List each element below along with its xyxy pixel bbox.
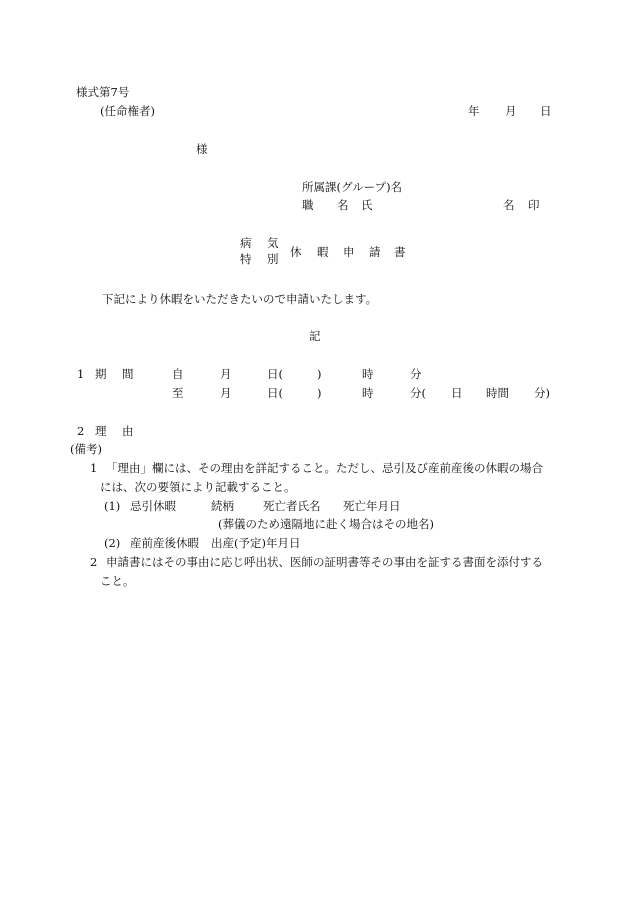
date-year-label: 年 — [468, 104, 480, 118]
note-1-sub-1-col-1: 続柄 — [211, 499, 234, 513]
title-char-1: 休 — [290, 245, 302, 259]
period-from-close: ) — [317, 367, 322, 381]
note-2-line-2: こと。 — [100, 574, 135, 588]
title-type-tokubetsu-1: 特 — [240, 252, 252, 266]
position-label-char-3: 氏 — [361, 198, 373, 212]
period-from-minute: 分 — [410, 367, 422, 381]
form-number: 様式第7号 — [76, 85, 130, 99]
position-label-char-1: 職 — [302, 198, 314, 212]
note-1-sub-1-extra: (葬儀のため遠隔地に赴く場合はその地名) — [218, 517, 434, 531]
date-month-label: 月 — [505, 104, 517, 118]
note-2-line-1: 申請書にはその事由に応じ呼出状、医師の証明書等その事由を証する書面を添付する — [106, 555, 543, 569]
section-2-number: 2 — [77, 424, 85, 438]
period-from-month: 月 — [220, 367, 232, 381]
title-type-byoki-1: 病 — [240, 236, 252, 250]
title-type-tokubetsu-2: 別 — [267, 252, 279, 266]
note-1-line-1: 「理由」欄には、その理由を詳記すること。ただし、忌引及び産前産後の休暇の場合 — [106, 461, 543, 475]
note-1-sub-1-col-3: 死亡年月日 — [343, 499, 401, 513]
period-to-hour: 時 — [362, 386, 374, 400]
period-total-days: 日 — [451, 386, 463, 400]
note-1-sub-2-col-1: 出産(予定)年月日 — [211, 536, 301, 550]
note-1-line-2: には、次の要領により記載すること。 — [100, 480, 296, 494]
date-day-label: 日 — [540, 104, 552, 118]
section-2-label-char-1: 理 — [95, 424, 107, 438]
period-from-day: 日( — [267, 367, 283, 381]
period-total-minutes: 分) — [534, 386, 550, 400]
period-from-hour: 時 — [362, 367, 374, 381]
note-1-sub-2-number: (2) — [104, 536, 121, 550]
note-1-sub-1-col-2: 死亡者氏名 — [263, 499, 321, 513]
seal-label: 印 — [528, 198, 540, 212]
note-1-number: 1 — [90, 461, 98, 475]
section-1-number: 1 — [77, 367, 85, 381]
period-total-hours: 時間 — [486, 386, 509, 400]
appointer-label: (任命権者) — [100, 104, 155, 118]
intro-text: 下記により休暇をいただきたいので申請いたします。 — [102, 292, 378, 306]
title-type-byoki-2: 気 — [267, 236, 279, 250]
title-char-4: 請 — [369, 245, 381, 259]
period-to-minute: 分( — [410, 386, 426, 400]
note-1-sub-2-label: 産前産後休暇 — [130, 536, 199, 550]
period-to-month: 月 — [220, 386, 232, 400]
title-char-2: 暇 — [317, 245, 329, 259]
ki-label: 記 — [309, 329, 321, 343]
note-1-sub-1-number: (1) — [104, 499, 121, 513]
period-to-day: 日( — [267, 386, 283, 400]
title-char-5: 書 — [394, 245, 406, 259]
section-2-label-char-2: 由 — [122, 424, 134, 438]
period-to-prefix: 至 — [172, 386, 184, 400]
notes-heading: (備考) — [70, 442, 102, 456]
sama-label: 様 — [196, 142, 208, 156]
section-1-label-char-2: 間 — [122, 367, 134, 381]
note-1-sub-1-label: 忌引休暇 — [130, 499, 176, 513]
section-1-label-char-1: 期 — [95, 367, 107, 381]
title-char-3: 申 — [343, 245, 355, 259]
period-from-prefix: 自 — [172, 367, 184, 381]
position-label-char-2: 名 — [337, 198, 349, 212]
note-2-number: 2 — [90, 555, 98, 569]
name-label: 名 — [503, 198, 515, 212]
department-label: 所属課(グループ)名 — [302, 180, 403, 194]
period-to-close: ) — [317, 386, 322, 400]
